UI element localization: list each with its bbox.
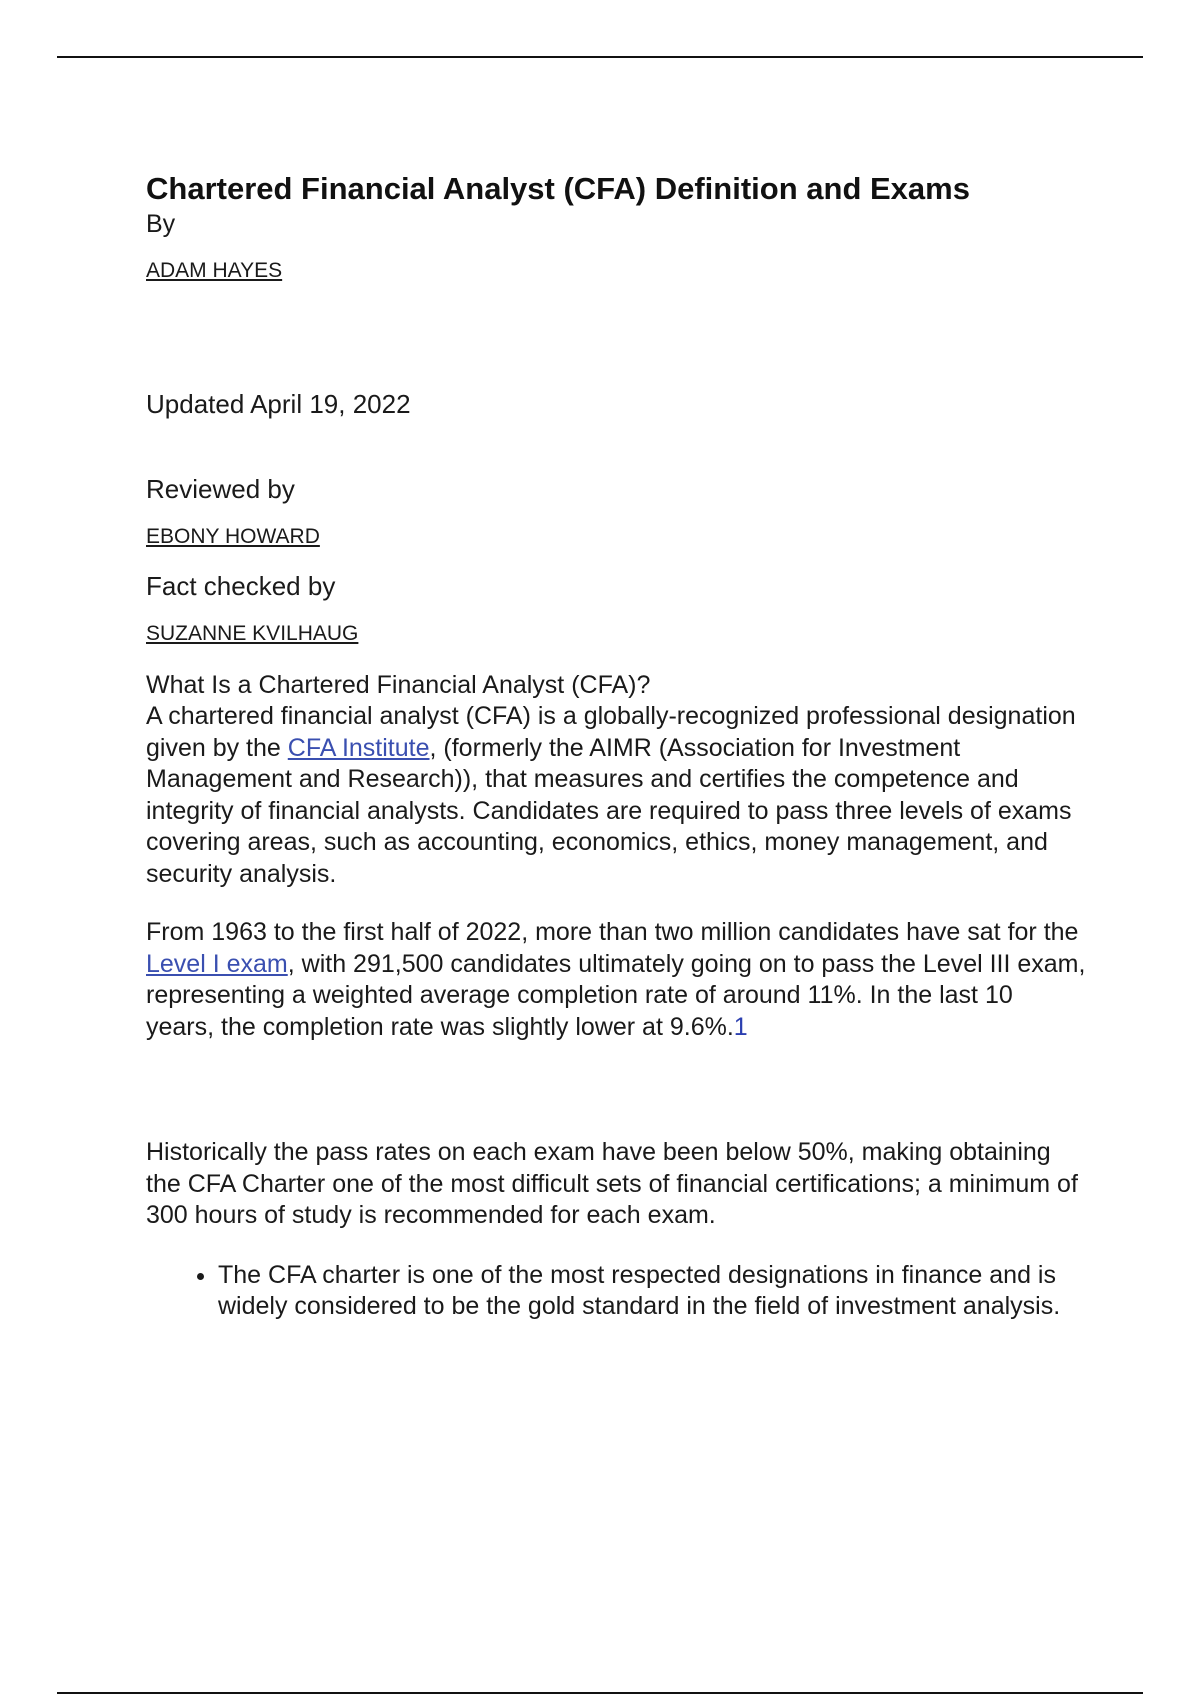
author-row	[146, 258, 1086, 284]
paragraph-text: From 1963 to the first half of 2022, more than two million candidates have sat for the	[146, 918, 1079, 946]
paragraph-text: , with 291,500 candidates ultimately going on to pass the Level III exam, representing a weighted average completion rate of around 11%. In the last 10 years, the completion rate was slightly lower at 9.6%.	[146, 949, 1086, 1041]
reviewer-link[interactable]: EBONY HOWARD	[146, 525, 320, 548]
author-link[interactable]: ADAM HAYES	[146, 259, 283, 282]
fact-checked-by-label: Fact checked by	[146, 571, 336, 601]
cfa-institute-link[interactable]: CFA Institute	[287, 733, 430, 762]
section-question: What Is a Chartered Financial Analyst (CFA)?	[146, 671, 651, 699]
page-title: Chartered Financial Analyst (CFA) Definition and Exams	[146, 171, 970, 206]
top-rule	[57, 56, 1143, 58]
level-i-exam-link[interactable]: Level I exam	[146, 949, 288, 978]
key-points-list	[146, 1260, 1086, 1323]
reviewer-row	[146, 524, 1086, 550]
reviewed-by-label: Reviewed by	[146, 474, 295, 504]
updated-date: Updated April 19, 2022	[146, 389, 411, 419]
paragraph-pass-rates: Historically the pass rates on each exam have been below 50%, making obtaining the CFA Charter one of the most difficult sets of financial certifications; a minimum of 300 hours of study is recommended for each exam.	[146, 1138, 1078, 1229]
paragraph-statistics	[146, 917, 1086, 1043]
article	[146, 170, 1086, 1323]
fact-checker-row	[146, 621, 1086, 647]
by-label: By	[146, 210, 176, 238]
bottom-rule	[57, 1692, 1143, 1694]
paragraph-text: A chartered financial analyst (CFA) is a globally-recognized professional designation given by the	[146, 702, 1076, 762]
footnote-ref[interactable]: 1	[733, 1012, 748, 1041]
fact-checker-link[interactable]: SUZANNE KVILHAUG	[146, 622, 359, 645]
paragraph-text: , (formerly the AIMR (Association for Investment Management and Research)), that measures and certifies the competence and integrity of financial analysts. Candidates are required to pass three levels of exams covering areas, such as accounting, economics, ethics, money management, and security analysis.	[146, 733, 1072, 888]
list-item: • The CFA charter is one of the most respected designations in finance and is widely considered to be the gold standard in the field of investment analysis.	[218, 1260, 1086, 1323]
paragraph-definition	[146, 701, 1086, 890]
